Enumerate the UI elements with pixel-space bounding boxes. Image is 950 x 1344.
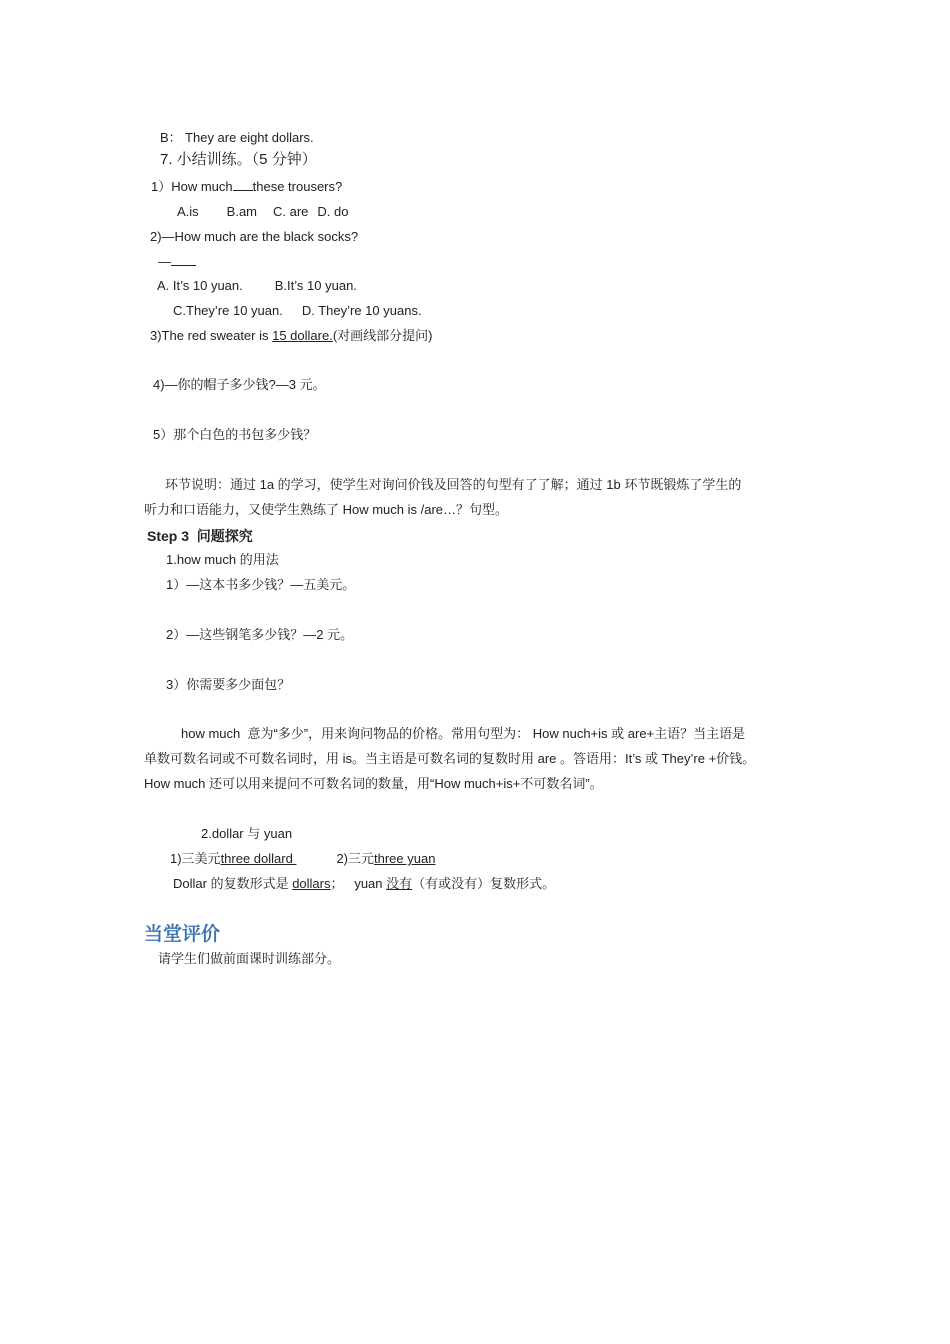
answer-blank <box>171 253 196 266</box>
option-b: B.am <box>226 204 258 219</box>
dollar-yuan-translation-row <box>170 850 435 868</box>
option-d: D. do <box>317 204 349 219</box>
question-1-options <box>177 203 349 221</box>
step-3-title: Step 3 问题探究 <box>147 528 253 544</box>
plural-text-e: （有或没有）复数形式。 <box>412 876 556 891</box>
plural-answer-yuan: 没有 <box>386 876 413 891</box>
explanation-line-1: 环节说明：通过 1a 的学习，使学生对询问价钱及回答的句型有了了解；通过 1b 环节既锻炼了学生的 <box>165 477 742 492</box>
dialog-line-b: B： They are eight dollars. <box>160 130 314 145</box>
evaluation-heading: 当堂评价 <box>144 924 221 945</box>
question-2-answer-line <box>158 253 196 271</box>
usage-example-3: 3）你需要多少面包？ <box>166 677 291 692</box>
option-c: C.They’re 10 yuan. <box>173 303 283 318</box>
question-1-text-before: 1）How much <box>151 179 233 194</box>
plural-text-a: Dollar 的复数形式是 <box>173 876 293 891</box>
item-1-prefix: 1)三美元 <box>170 851 221 866</box>
item-2-answer: three yuan <box>374 851 436 866</box>
usage-example-1: 1）—这本书多少钱？—五美元。 <box>166 577 356 592</box>
question-1-text-after: these trousers? <box>252 179 343 194</box>
question-4: 4)—你的帽子多少钱?—3 元。 <box>153 377 326 392</box>
question-2-options-row2 <box>173 302 422 320</box>
question-2: 2)—How much are the black socks? <box>150 229 359 244</box>
option-a: A.is <box>177 204 199 219</box>
plural-form-row <box>173 875 555 893</box>
usage-paragraph-line-2: 单数可数名词或不可数名词时，用 is。当主语是可数名词的复数时用 are 。答语用：It’s 或 They’re +价钱。 <box>144 751 756 766</box>
explanation-line-2: 听力和口语能力，又使学生熟练了 How much is /are…？句型。 <box>144 502 509 517</box>
plural-answer-dollars: dollars <box>292 876 331 891</box>
option-b: B.It’s 10 yuan. <box>274 278 357 293</box>
answer-blank <box>233 178 253 191</box>
question-3-underlined: 15 dollare. <box>272 328 333 343</box>
question-3 <box>150 327 433 345</box>
how-much-usage-title: 1.how much 的用法 <box>166 552 279 567</box>
question-1 <box>151 178 342 196</box>
evaluation-text: 请学生们做前面课时训练部分。 <box>158 951 341 966</box>
question-2-options-row1 <box>157 277 357 295</box>
question-5: 5）那个白色的书包多少钱？ <box>153 427 317 442</box>
question-3-text-before: 3)The red sweater is <box>150 328 273 343</box>
item-2-prefix: 2)三元 <box>336 851 375 866</box>
dash: — <box>158 254 171 269</box>
question-3-text-after: (对画线部分提问) <box>332 328 433 343</box>
usage-example-2: 2）—这些钢笔多少钱？—2 元。 <box>166 627 354 642</box>
usage-paragraph-line-3: How much 还可以用来提问不可数名词的数量，用“How much+is+不可数名词”。 <box>144 776 603 791</box>
option-d: D. They’re 10 yuans. <box>301 303 422 318</box>
option-a: A. It’s 10 yuan. <box>157 278 243 293</box>
section-7-title: 7. 小结训练。（5 分钟） <box>160 151 317 168</box>
dollar-yuan-title: 2.dollar 与 yuan <box>201 826 293 841</box>
option-c: C. are <box>273 204 309 219</box>
plural-text-c: ； yuan <box>330 876 387 891</box>
item-1-answer: three dollard <box>220 851 297 866</box>
usage-paragraph-line-1: how much 意为“多少”，用来询问物品的价格。常用句型为： How nuch+is 或 are+主语？当主语是 <box>181 726 746 741</box>
